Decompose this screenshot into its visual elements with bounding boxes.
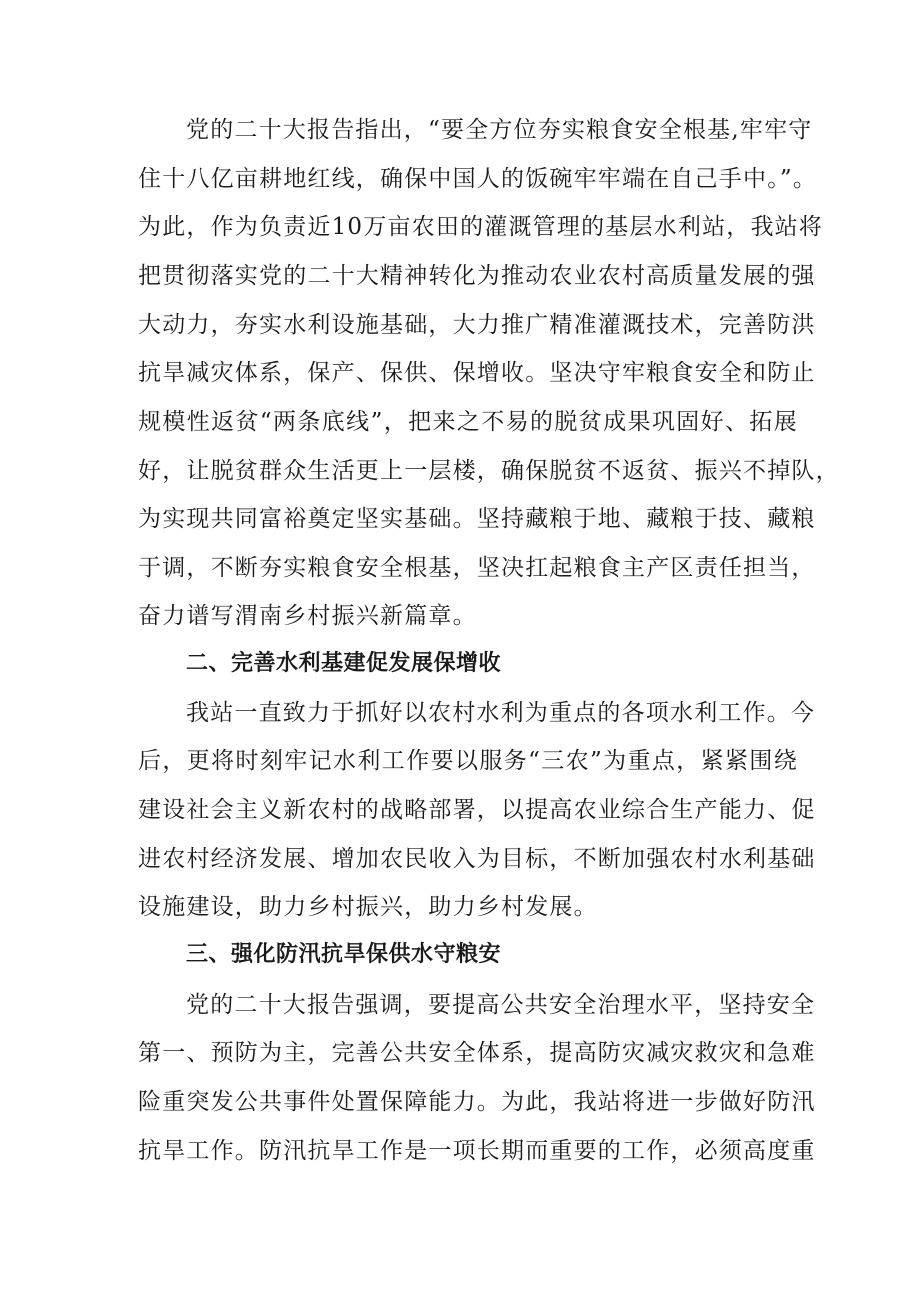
paragraph-2-line-3: 建设社会主义新农村的战略部署，以提高农业综合生产能力、促 bbox=[138, 797, 816, 823]
paragraph-1-line-4: 把贯彻落实党的二十大精神转化为推动农业农村高质量发展的强 bbox=[138, 263, 816, 289]
paragraph-3-line-4: 抗旱工作。防汛抗旱工作是一项长期而重要的工作，必须高度重 bbox=[138, 1138, 816, 1164]
paragraph-1-line-7: 规模性返贫“两条底线”，把来之不易的脱贫成果巩固好、拓展 bbox=[138, 409, 798, 435]
paragraph-1-line-1: 党的二十大报告指出，“要全方位夯实粮食安全根基,牢牢守 bbox=[186, 117, 813, 143]
paragraph-1-line-10: 于调，不断夯实粮食安全根基，坚决扛起粮食主产区责任担当， bbox=[138, 555, 816, 581]
paragraph-1-line-2: 住十八亿亩耕地红线，确保中国人的饭碗牢牢端在自己手中。”。 bbox=[138, 166, 818, 192]
section-heading-3: 三、强化防汛抗旱保供水守粮安 bbox=[186, 942, 502, 967]
paragraph-1-line-8: 好，让脱贫群众生活更上一层楼，确保脱贫不返贫、振兴不掉队， bbox=[138, 458, 840, 484]
paragraph-1-line-6: 抗旱减灾体系，保产、保供、保增收。坚决守牢粮食安全和防止 bbox=[138, 360, 816, 386]
paragraph-3-line-1: 党的二十大报告强调，要提高公共安全治理水平，坚持安全 bbox=[186, 992, 816, 1018]
paragraph-3-line-2: 第一、预防为主，完善公共安全体系，提高防灾减灾救灾和急难 bbox=[138, 1040, 816, 1066]
paragraph-1-line-9: 为实现共同富裕奠定坚实基础。坚持藏粮于地、藏粮于技、藏粮 bbox=[138, 506, 816, 532]
paragraph-2-line-2: 后，更将时刻牢记水利工作要以服务“三农”为重点，紧紧围绕 bbox=[138, 748, 798, 774]
paragraph-3-line-3: 险重突发公共事件处置保障能力。为此，我站将进一步做好防汛 bbox=[138, 1089, 816, 1115]
paragraph-1-line-5: 大动力，夯实水利设施基础，大力推广精准灌溉技术，完善防洪 bbox=[138, 312, 816, 338]
paragraph-2-line-4: 进农村经济发展、增加农民收入为目标，不断加强农村水利基础 bbox=[138, 846, 816, 872]
paragraph-1-line-11: 奋力谱写渭南乡村振兴新篇章。 bbox=[138, 603, 477, 629]
paragraph-2-line-1: 我站一直致力于抓好以农村水利为重点的各项水利工作。今 bbox=[186, 700, 816, 726]
paragraph-2-line-5: 设施建设，助力乡村振兴，助力乡村发展。 bbox=[138, 894, 598, 920]
paragraph-1-line-3: 为此，作为负责近10万亩农田的灌溉管理的基层水利站，我站将 bbox=[138, 214, 824, 240]
section-heading-2: 二、完善水利基建促发展保增收 bbox=[186, 651, 502, 676]
